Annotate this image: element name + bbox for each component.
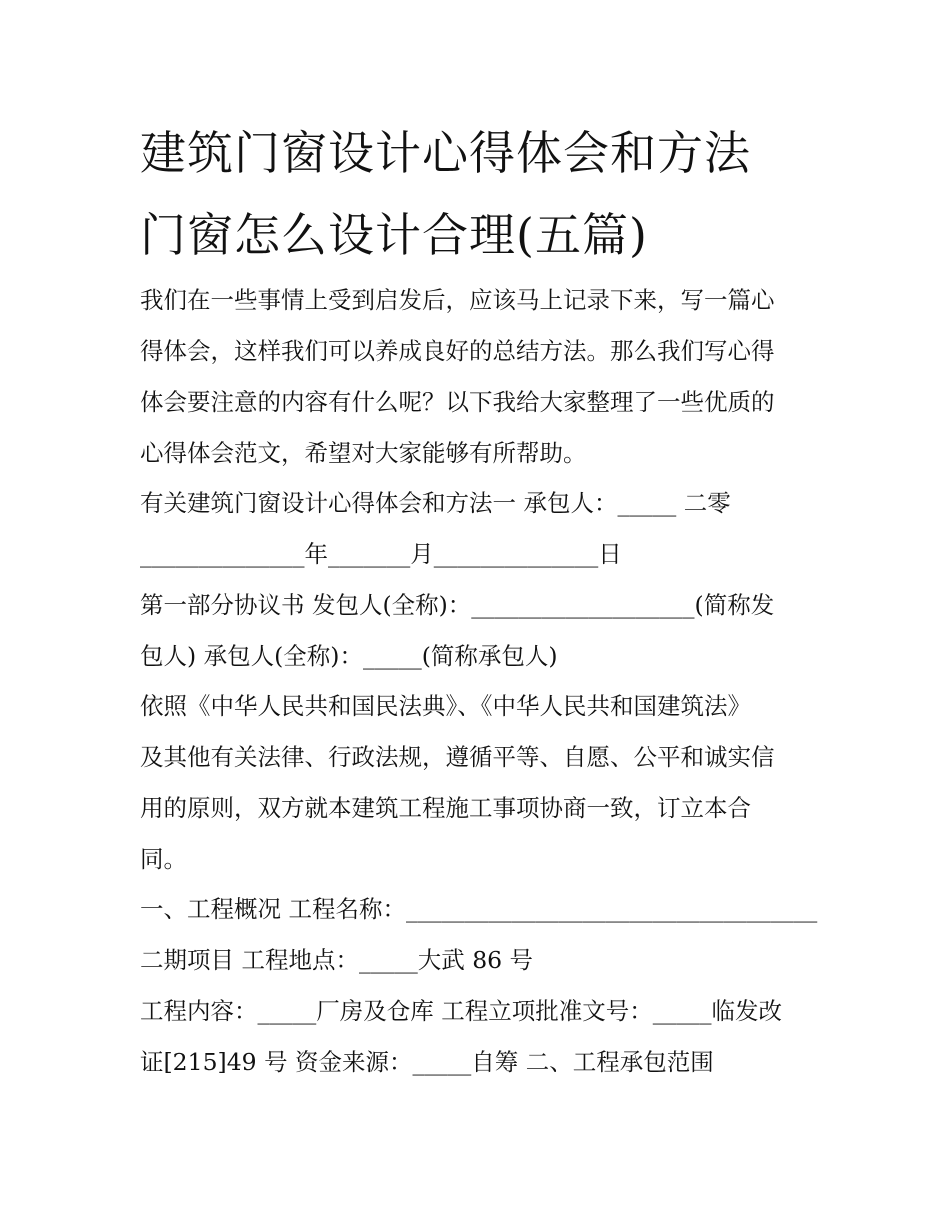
intro-line: 心得体会范文，希望对大家能够有所帮助。 xyxy=(140,439,587,467)
title-line: 建筑门窗设计心得体会和方法 xyxy=(140,126,751,180)
intro-line: 我们在一些事情上受到启发后，应该马上记录下来，写一篇心 xyxy=(140,286,775,314)
legal-basis-line: 用的原则，双方就本建筑工程施工事项协商一致，订立本合 xyxy=(140,794,751,822)
legal-basis-line: 依照《中华人民共和国民法典》、《中华人民共和国建筑法》 xyxy=(140,692,751,720)
intro-line: 得体会，这样我们可以养成良好的总结方法。那么我们写心得 xyxy=(140,337,775,365)
date-blank-line: ______________年_______月______________日 xyxy=(140,540,622,568)
title-line: 门窗怎么设计合理(五篇) xyxy=(140,208,648,262)
project-content-line: 工程内容：_____厂房及仓库 工程立项批准文号：_____临发改 xyxy=(140,997,782,1025)
legal-basis-line: 及其他有关法律、行政法规，遵循平等、自愿、公平和诚实信 xyxy=(140,743,775,771)
project-overview-line: 二期项目 工程地点：_____大武 86 号 xyxy=(140,946,534,974)
section-heading-line: 有关建筑门窗设计心得体会和方法一 承包人：_____ 二零 xyxy=(140,489,731,517)
agreement-line: 第一部分协议书 发包人(全称)：___________________(简称发 xyxy=(140,591,775,619)
project-content-line: 证[215]49 号 资金来源：_____自筹 二、工程承包范围 xyxy=(140,1048,714,1076)
document-title xyxy=(140,112,820,276)
legal-basis-line: 同。 xyxy=(140,845,187,873)
intro-line: 体会要注意的内容有什么呢？以下我给大家整理了一些优质的 xyxy=(140,388,775,416)
agreement-line: 包人) 承包人(全称)：_____(简称承包人) xyxy=(140,642,558,670)
project-overview-line: 一、工程概况 工程名称：___________________________________ xyxy=(140,895,818,923)
